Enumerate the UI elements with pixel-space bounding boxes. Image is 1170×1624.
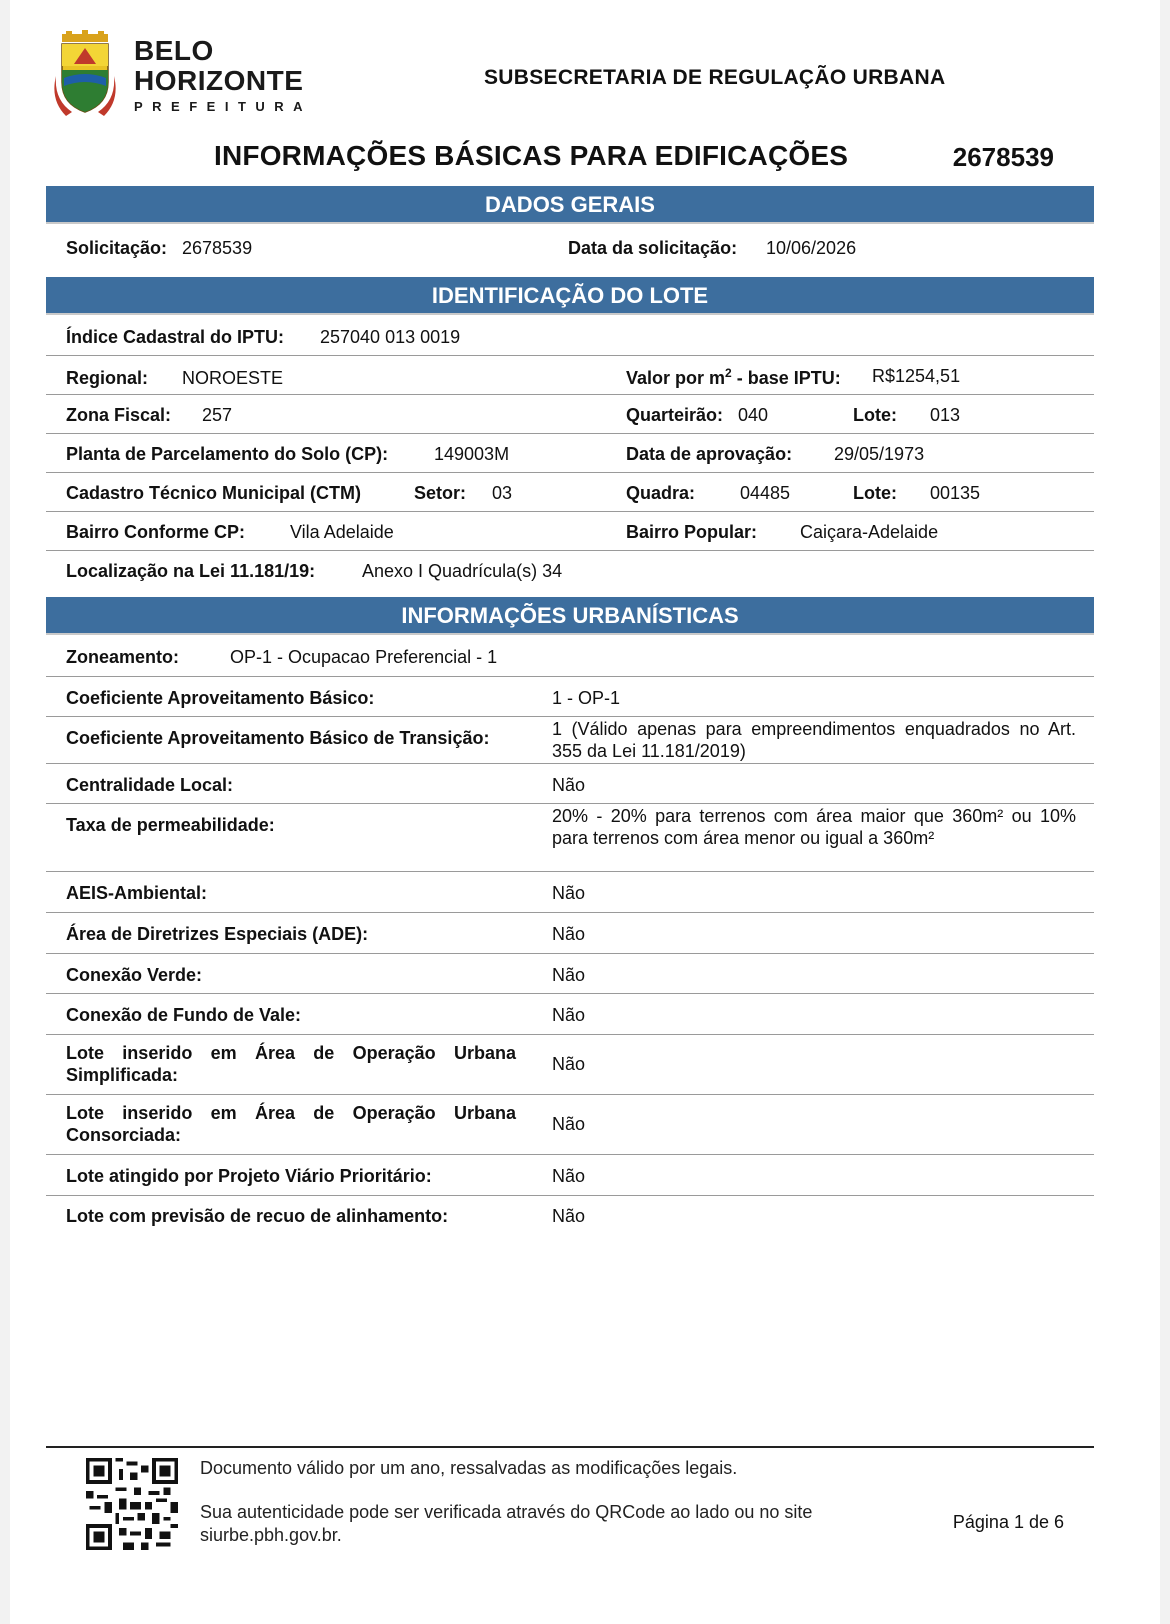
row-operacao-urbana-consorciada bbox=[46, 1095, 1094, 1155]
urb-label: Coeficiente Aproveitamento Básico de Transição: bbox=[66, 728, 490, 748]
urb-value: Não bbox=[552, 1206, 586, 1226]
urb-label: Lote com previsão de recuo de alinhamento: bbox=[66, 1206, 449, 1226]
row-planta-parcelamento bbox=[46, 434, 1094, 473]
urb-value: Não bbox=[552, 965, 586, 985]
row-projeto-viario bbox=[46, 1155, 1094, 1196]
row-operacao-urbana-simplificada bbox=[46, 1035, 1094, 1095]
setor-value: 03 bbox=[492, 483, 513, 503]
row-regional bbox=[46, 356, 1094, 395]
valor-label-sup: 2 bbox=[725, 366, 732, 380]
footer-authenticity-text: Sua autenticidade pode ser verificada através do QRCode ao lado ou no site bbox=[200, 1502, 813, 1522]
row-conexao-verde bbox=[46, 954, 1094, 994]
urb-label: Lote inserido em Área de Operação Urbana Simplificada: bbox=[66, 1043, 516, 1085]
lote-label: Lote: bbox=[853, 405, 897, 425]
coat-of-arms-icon bbox=[52, 30, 118, 120]
urb-label: Coeficiente Aproveitamento Básico: bbox=[66, 688, 375, 708]
row-recuo-alinhamento bbox=[46, 1196, 1094, 1237]
lote-ctm-value: 00135 bbox=[930, 483, 981, 503]
solicitacao-label: Solicitação: bbox=[66, 238, 168, 258]
urb-value: 1 - OP-1 bbox=[552, 688, 621, 708]
section-header-identificacao-lote: IDENTIFICAÇÃO DO LOTE bbox=[46, 277, 1094, 315]
zoneamento-value: OP-1 - Ocupacao Preferencial - 1 bbox=[230, 647, 498, 667]
valor-m2-label bbox=[626, 366, 841, 389]
regional-value: NOROESTE bbox=[182, 368, 284, 388]
logo-text bbox=[134, 36, 312, 116]
urb-label: Área de Diretrizes Especiais (ADE): bbox=[66, 924, 369, 944]
urb-label: AEIS-Ambiental: bbox=[66, 883, 208, 903]
urb-value: 20% - 20% para terrenos com área maior que 360m² ou 10% para terrenos com área menor ou igual a 360m² bbox=[552, 806, 1076, 848]
valor-label-post: - base IPTU: bbox=[731, 368, 841, 388]
row-localizacao bbox=[46, 551, 1094, 590]
quarteirao-label: Quarteirão: bbox=[626, 405, 724, 425]
urb-value: Não bbox=[552, 1166, 586, 1186]
logo-line-belo: BELO bbox=[134, 35, 214, 66]
row-zona-fiscal bbox=[46, 395, 1094, 434]
urb-label: Centralidade Local: bbox=[66, 775, 234, 795]
data-solicitacao-label: Data da solicitação: bbox=[568, 238, 738, 258]
section-header-informacoes-urbanisticas: INFORMAÇÕES URBANÍSTICAS bbox=[46, 597, 1094, 635]
row-coef-transicao bbox=[46, 717, 1094, 764]
regional-label: Regional: bbox=[66, 368, 149, 388]
aprovacao-label: Data de aprovação: bbox=[626, 444, 793, 464]
urb-value: Não bbox=[552, 775, 586, 795]
urb-value: Não bbox=[552, 924, 586, 944]
urb-label: Taxa de permeabilidade: bbox=[66, 815, 275, 835]
ctm-label: Cadastro Técnico Municipal (CTM) bbox=[66, 483, 362, 503]
planta-value: 149003M bbox=[434, 444, 510, 464]
document-page bbox=[10, 0, 1160, 1624]
bairro-cp-value: Vila Adelaide bbox=[290, 522, 394, 542]
footer-divider bbox=[46, 1446, 1094, 1448]
row-indice-cadastral bbox=[46, 317, 1094, 356]
urb-value: Não bbox=[552, 1005, 586, 1025]
urb-value: Não bbox=[552, 883, 586, 903]
localizacao-label: Localização na Lei 11.181/19: bbox=[66, 561, 316, 581]
quarteirao-value: 040 bbox=[738, 405, 769, 425]
row-aeis-ambiental bbox=[46, 872, 1094, 913]
row-coef-basico bbox=[46, 677, 1094, 717]
row-solicitacao bbox=[46, 226, 1094, 270]
urb-value: Não bbox=[552, 1114, 586, 1134]
page-number: Página 1 de 6 bbox=[952, 1512, 1064, 1532]
urb-label: Lote atingido por Projeto Viário Prioritário: bbox=[66, 1166, 432, 1186]
prefeitura-logo bbox=[52, 30, 332, 122]
qr-code-icon[interactable] bbox=[86, 1458, 178, 1550]
localizacao-value: Anexo I Quadrícula(s) 34 bbox=[362, 561, 563, 581]
data-solicitacao-value: 10/06/2026 bbox=[766, 238, 857, 258]
row-centralidade-local bbox=[46, 764, 1094, 804]
document-number: 2678539 bbox=[952, 142, 1054, 172]
footer-validity-text: Documento válido por um ano, ressalvadas as modificações legais. bbox=[200, 1458, 738, 1478]
indice-label: Índice Cadastral do IPTU: bbox=[66, 327, 285, 347]
setor-label: Setor: bbox=[414, 483, 467, 503]
row-ctm bbox=[46, 473, 1094, 512]
solicitacao-value: 2678539 bbox=[182, 238, 253, 258]
footer-site-text: siurbe.pbh.gov.br. bbox=[200, 1525, 342, 1545]
valor-label-pre: Valor por m bbox=[626, 368, 726, 388]
urb-value: Não bbox=[552, 1054, 586, 1074]
section-header-dados-gerais: DADOS GERAIS bbox=[46, 186, 1094, 224]
row-conexao-fundo-vale bbox=[46, 994, 1094, 1035]
indice-value: 257040 013 0019 bbox=[320, 327, 461, 347]
row-ade bbox=[46, 913, 1094, 954]
row-zoneamento bbox=[46, 637, 1094, 677]
urb-label: Conexão Verde: bbox=[66, 965, 203, 985]
zona-fiscal-value: 257 bbox=[202, 405, 233, 425]
row-bairro bbox=[46, 512, 1094, 551]
aprovacao-value: 29/05/1973 bbox=[834, 444, 925, 464]
quadra-label: Quadra: bbox=[626, 483, 696, 503]
lote-ctm-label: Lote: bbox=[853, 483, 897, 503]
urb-label: Conexão de Fundo de Vale: bbox=[66, 1005, 302, 1025]
bairro-cp-label: Bairro Conforme CP: bbox=[66, 522, 246, 542]
zoneamento-label: Zoneamento: bbox=[66, 647, 180, 667]
bairro-popular-label: Bairro Popular: bbox=[626, 522, 758, 542]
logo-line-horizonte: HORIZONTE bbox=[134, 65, 304, 96]
valor-m2-value: R$1254,51 bbox=[872, 366, 961, 386]
document-title: INFORMAÇÕES BÁSICAS PARA EDIFICAÇÕES bbox=[214, 140, 849, 171]
zona-fiscal-label: Zona Fiscal: bbox=[66, 405, 172, 425]
subsecretaria-title: SUBSECRETARIA DE REGULAÇÃO URBANA bbox=[484, 66, 946, 89]
row-taxa-permeabilidade bbox=[46, 804, 1094, 872]
urb-label: Lote inserido em Área de Operação Urbana Consorciada: bbox=[66, 1103, 516, 1145]
urb-value: 1 (Válido apenas para empreendimentos enquadrados no Art. 355 da Lei 11.181/2019) bbox=[552, 719, 1076, 761]
planta-label: Planta de Parcelamento do Solo (CP): bbox=[66, 444, 389, 464]
bairro-popular-value: Caiçara-Adelaide bbox=[800, 522, 939, 542]
quadra-value: 04485 bbox=[740, 483, 791, 503]
lote-value: 013 bbox=[930, 405, 961, 425]
logo-line-prefeitura: PREFEITURA bbox=[134, 99, 313, 114]
